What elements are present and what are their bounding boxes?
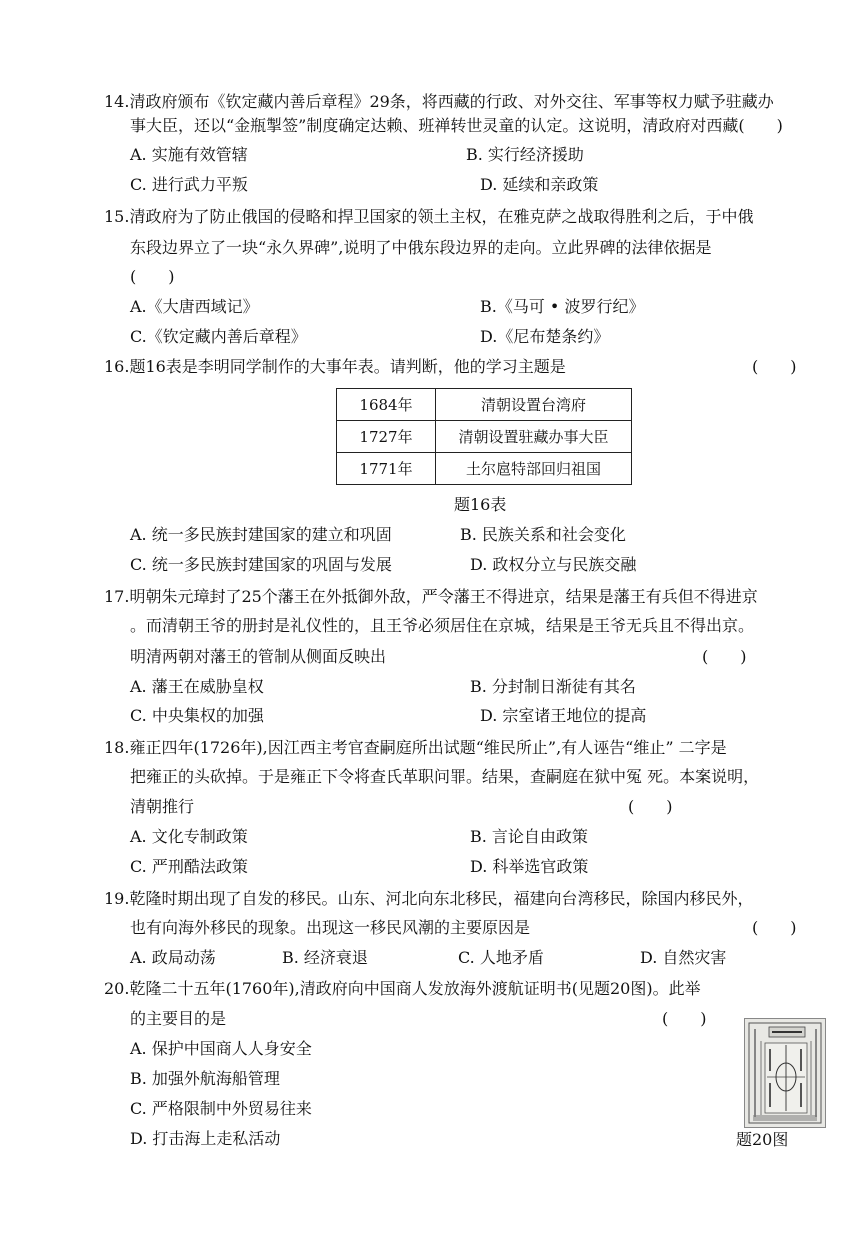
- q17-stem-line-3: 明清两朝对藩王的管制从侧面反映出: [130, 647, 387, 666]
- table-row: [337, 453, 632, 485]
- q19-answer-blank: ( ): [752, 918, 797, 937]
- q20-stem-line-2: 的主要目的是: [130, 1009, 227, 1028]
- q18-option-a: A. 文化专制政策: [130, 827, 248, 846]
- q18-answer-blank: ( ): [628, 797, 673, 816]
- q15-stem-line-2: 东段边界立了一块“永久界碑”,说明了中俄东段边界的走向。立此界碑的法律依据是: [130, 238, 712, 257]
- q19-stem-line-1: 19.乾隆时期出现了自发的移民。山东、河北向东北移民，福建向台湾移民，除国内移民外，: [104, 889, 754, 908]
- q15-stem-line-3: ( ): [130, 267, 175, 286]
- q16-option-d: D. 政权分立与民族交融: [470, 555, 637, 574]
- q15-option-a: A.《大唐西域记》: [130, 297, 259, 316]
- q16-stem-line-1: 16.题16表是李明同学制作的大事年表。请判断，他的学习主题是: [104, 357, 566, 376]
- q17-stem-line-1: 17.明朝朱元璋封了25个藩王在外抵御外敌，严令藩王不得进京，结果是藩王有兵但不得进京: [104, 587, 758, 606]
- q14-option-b: B. 实行经济援助: [466, 145, 584, 164]
- q19-option-b: B. 经济衰退: [282, 948, 368, 967]
- q19-option-a: A. 政局动荡: [130, 948, 216, 967]
- q18-stem-line-1: 18.雍正四年(1726年),因江西主考官查嗣庭所出试题“维民所止”,有人诬告“维止” 二字是: [104, 738, 727, 757]
- q16-option-a: A. 统一多民族封建国家的建立和巩固: [130, 525, 392, 544]
- q20-certificate-image: [744, 1018, 826, 1128]
- q18-option-b: B. 言论自由政策: [470, 827, 588, 846]
- table-cell-year: 1771年: [337, 453, 436, 485]
- q19-option-c: C. 人地矛盾: [458, 948, 544, 967]
- q20-answer-blank: ( ): [662, 1009, 707, 1028]
- q16-answer-blank: ( ): [752, 357, 797, 376]
- table-row: [337, 421, 632, 453]
- q20-stem-line-1: 20.乾隆二十五年(1760年),清政府向中国商人发放海外渡航证明书(见题20图)。此举: [104, 979, 701, 998]
- q16-table-caption: 题16表: [454, 495, 507, 514]
- q18-stem-line-2: 把雍正的头砍掉。于是雍正下令将查氏革职问罪。结果，查嗣庭在狱中冤 死。本案说明，: [130, 767, 760, 786]
- q14-stem-line-2: 事大臣，还以“金瓶掣签”制度确定达赖、班禅转世灵童的认定。这说明，清政府对西藏( ): [130, 116, 783, 135]
- q17-stem-line-2: 。而清朝王爷的册封是礼仪性的，且王爷必须居住在京城，结果是王爷无兵且不得出京。: [130, 616, 755, 635]
- q14-option-a: A. 实施有效管辖: [130, 145, 248, 164]
- q14-option-c: C. 进行武力平叛: [130, 175, 248, 194]
- q19-stem-line-2: 也有向海外移民的现象。出现这一移民风潮的主要原因是: [130, 918, 531, 937]
- q15-stem-line-1: 15.清政府为了防止俄国的侵略和捍卫国家的领土主权，在雅克萨之战取得胜利之后，于中俄: [104, 207, 754, 226]
- q20-option-d: D. 打击海上走私活动: [130, 1129, 281, 1148]
- q14-stem-line-1: 14.清政府颁布《钦定藏内善后章程》29条，将西藏的行政、对外交往、军事等权力赋予驻藏办: [104, 92, 774, 111]
- q19-option-d: D. 自然灾害: [640, 948, 727, 967]
- q17-answer-blank: ( ): [702, 647, 747, 666]
- q16-option-c: C. 统一多民族封建国家的巩固与发展: [130, 555, 392, 574]
- q17-option-b: B. 分封制日渐徒有其名: [470, 677, 636, 696]
- certificate-illustration: [745, 1019, 825, 1127]
- q18-option-c: C. 严刑酷法政策: [130, 857, 248, 876]
- table-cell-year: 1684年: [337, 389, 436, 421]
- q18-option-d: D. 科举选官政策: [470, 857, 589, 876]
- table-cell-year: 1727年: [337, 421, 436, 453]
- q20-option-c: C. 严格限制中外贸易往来: [130, 1099, 312, 1118]
- q15-option-d: D.《尼布楚条约》: [480, 327, 610, 346]
- table-cell-event: 土尔扈特部回归祖国: [436, 453, 632, 485]
- q18-stem-line-3: 清朝推行: [130, 797, 195, 816]
- q17-option-c: C. 中央集权的加强: [130, 706, 264, 725]
- q20-option-b: B. 加强外航海船管理: [130, 1069, 280, 1088]
- q14-option-d: D. 延续和亲政策: [480, 175, 599, 194]
- q15-option-c: C.《钦定藏内善后章程》: [130, 327, 307, 346]
- q20-option-a: A. 保护中国商人人身安全: [130, 1039, 312, 1058]
- q17-option-a: A. 藩王在威胁皇权: [130, 677, 264, 696]
- q16-option-b: B. 民族关系和社会变化: [460, 525, 626, 544]
- q16-timeline-table: [336, 388, 632, 485]
- q20-figure-caption: 题20图: [736, 1130, 789, 1149]
- table-row: [337, 389, 632, 421]
- q17-option-d: D. 宗室诸王地位的提高: [480, 706, 647, 725]
- table-cell-event: 清朝设置台湾府: [436, 389, 632, 421]
- table-cell-event: 清朝设置驻藏办事大臣: [436, 421, 632, 453]
- q15-option-b: B.《马可 • 波罗行纪》: [480, 297, 645, 316]
